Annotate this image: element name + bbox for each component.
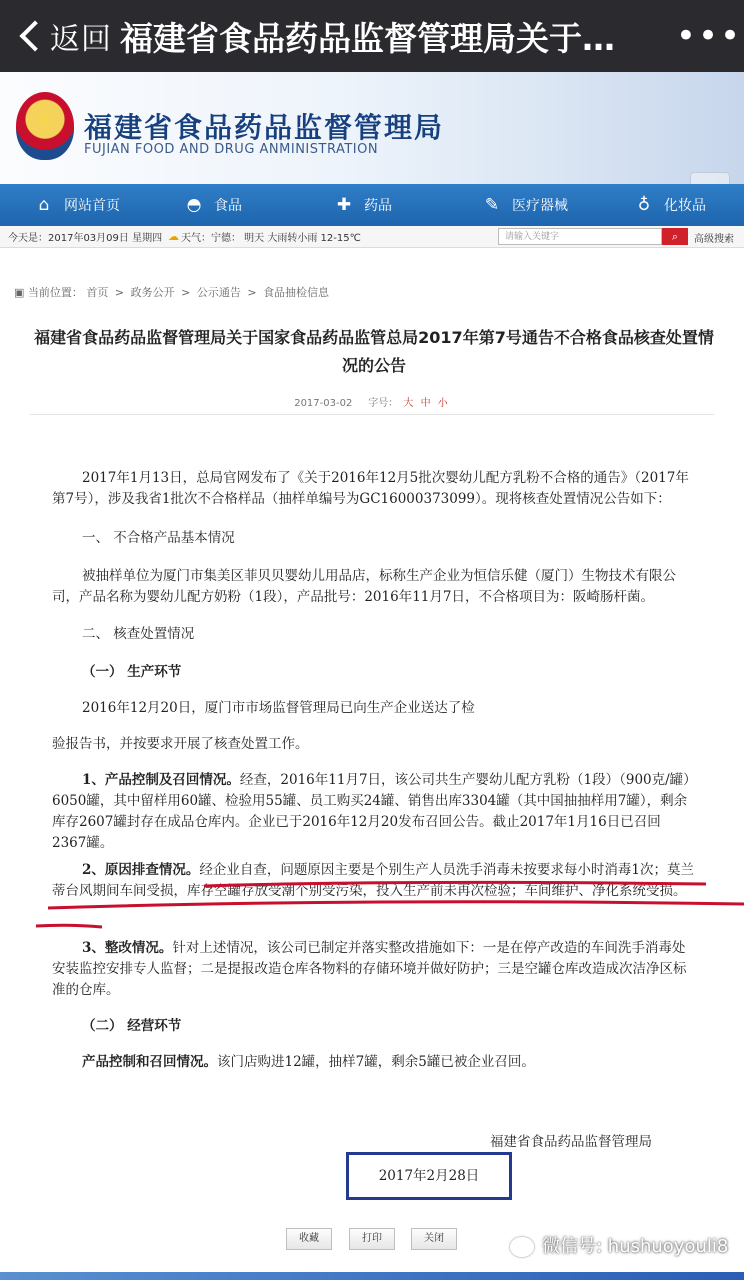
site-banner: [0, 72, 744, 184]
chevron-left-icon: [19, 20, 50, 51]
breadcrumb: [14, 284, 329, 300]
breadcrumb-separator: >: [181, 286, 191, 299]
article-container: [0, 248, 744, 1280]
nav-label: 药品: [364, 198, 392, 214]
paragraph-lead: 3、整改情况。: [82, 940, 173, 956]
nav-item-cosmetics[interactable]: [624, 184, 716, 226]
nav-item-medicine[interactable]: [324, 184, 402, 226]
site-name-cn: 福建省食品药品监督管理局: [84, 111, 445, 144]
paragraph: [52, 770, 694, 854]
subsection-heading: （一） 生产环节: [82, 664, 182, 680]
bottle-decoration: [690, 172, 730, 184]
font-size-label: 字号：: [368, 398, 399, 409]
font-size-large[interactable]: 大: [403, 398, 414, 409]
nav-item-home[interactable]: [24, 184, 130, 226]
nav-item-food[interactable]: [174, 184, 252, 226]
paragraph-lead: 2、原因排查情况。: [82, 862, 200, 878]
article-date: 2017-03-02: [294, 398, 353, 409]
site-name-en: FUJIAN FOOD AND DRUG ANMINISTRATION: [84, 142, 379, 157]
weather-icon: ☁: [168, 230, 179, 243]
signature: 福建省食品药品监督管理局: [490, 1134, 652, 1150]
paragraph-lead: 产品控制和召回情况。: [82, 1054, 217, 1070]
paragraph: [52, 1052, 694, 1073]
paragraph: 被抽样单位为厦门市集美区菲贝贝婴幼儿用品店，标称生产企业为恒信乐健（厦门）生物技术有限公司，产品名称为婴幼儿配方奶粉（1段），产品批号：2016年11月7日，不合格项目为：阪崎肠杆菌。: [52, 568, 676, 605]
close-button[interactable]: 关闭: [411, 1228, 457, 1250]
article-title: 福建省食品药品监督管理局关于国家食品药品监管总局2017年第7号通告不合格食品核查处置情况的公告: [34, 328, 714, 375]
top-bar: [0, 0, 744, 72]
emblem-logo: ★: [16, 92, 74, 160]
home-icon: ⌂: [38, 195, 50, 215]
page-title: 福建省食品药品监督管理局关于…: [120, 18, 615, 58]
section-heading: 二、 核查处置情况: [82, 626, 195, 642]
more-options-icon[interactable]: •••: [675, 16, 743, 56]
location-icon: ▣: [14, 286, 25, 299]
advanced-search-link[interactable]: 高级搜索: [694, 234, 734, 245]
paragraph-text: 针对上述情况，该公司已制定并落实整改措施如下：一是在停产改造的车间洗手消毒处安装监控安排专人监督；二是提报改造仓库各物料的存储环境并做好防护；三是空罐仓库改造成次洁净区标准的仓库。: [52, 940, 687, 998]
nav-label: 网站首页: [64, 198, 120, 214]
font-size-medium[interactable]: 中: [420, 398, 431, 409]
paragraph-lead: 1、产品控制及召回情况。: [82, 772, 240, 788]
info-bar: [0, 226, 744, 248]
paragraph-text: 经查，2016年11月7日，该公司共生产婴幼儿配方乳粉（1段）（900克/罐）6050罐，其中留样用60罐、检验用55罐、员工购买24罐、销售出库3304罐（其中国抽抽样用7罐），剩余库存2607罐封存在成品仓库内。企业已于2016年12月20发布召回公告。截止2017年1月16日已召回2367罐。: [52, 772, 690, 851]
back-button[interactable]: [0, 0, 120, 72]
paragraph: 验报告书，并按要求开展了核查处置工作。: [52, 736, 309, 752]
back-label: 返回: [50, 22, 112, 57]
nav-label: 医疗器械: [512, 198, 568, 214]
today-date: 今天是：2017年03月09日 星期四: [8, 233, 163, 244]
breadcrumb-prefix: 当前位置：: [27, 286, 83, 299]
divider: [30, 414, 714, 415]
paragraph: [52, 938, 694, 1001]
nav-label: 食品: [214, 198, 242, 214]
paragraph: 2017年1月13日，总局官网发布了《关于2016年12月5批次婴幼儿配方乳粉不合格的通告》（2017年第7号），涉及我省1批次不合格样品（抽样单编号为GC16000373099）。现将核查处置情况公告如下：: [52, 470, 689, 507]
bottom-strip: [0, 1272, 744, 1280]
search-button[interactable]: [662, 228, 688, 245]
paragraph-text: 经企业自查，问题原因主要是个别生产人员洗手消毒未按要求每小时消毒1次；莫兰蒂台风期间车间受损，库存空罐存放受潮个别受污染，投入生产前未再次检验；车间维护、净化系统受损。: [52, 862, 694, 899]
search-icon: ⌕: [671, 230, 679, 243]
nav-label: 化妆品: [664, 198, 706, 214]
food-icon: ◓: [186, 195, 202, 215]
weather-text: 天气：宁德： 明天 大雨转小雨 12-15℃: [181, 233, 361, 244]
section-heading: 一、 不合格产品基本情况: [82, 530, 235, 546]
signature-date: 2017年2月28日: [346, 1152, 512, 1200]
subsection-heading: （二） 经营环节: [82, 1018, 182, 1034]
breadcrumb-notices[interactable]: 公示通告: [196, 286, 241, 299]
breadcrumb-separator: >: [247, 286, 257, 299]
article-meta: [0, 394, 744, 409]
wechat-icon: [510, 1237, 534, 1257]
nav-item-medical-devices[interactable]: [472, 184, 578, 226]
cosmetics-icon: ♁: [637, 195, 651, 215]
font-size-small[interactable]: 小: [437, 398, 448, 409]
main-nav: [0, 184, 744, 226]
breadcrumb-food-inspection[interactable]: 食品抽检信息: [263, 286, 330, 299]
watermark: [510, 1232, 728, 1258]
breadcrumb-gov[interactable]: 政务公开: [130, 286, 175, 299]
breadcrumb-home[interactable]: 首页: [86, 286, 109, 299]
watermark-text: 微信号: hushuoyouli8: [542, 1236, 729, 1257]
collect-button[interactable]: 收藏: [286, 1228, 332, 1250]
paragraph: 2016年12月20日，厦门市市场监督管理局已向生产企业送达了检: [82, 700, 475, 716]
medicine-icon: ✚: [336, 195, 352, 215]
medical-device-icon: ✎: [484, 195, 500, 215]
paragraph-text: 该门店购进12罐，抽样7罐，剩余5罐已被企业召回。: [217, 1054, 535, 1070]
print-button[interactable]: 打印: [349, 1228, 395, 1250]
search-input[interactable]: 请输入关键字: [498, 228, 662, 245]
paragraph: [52, 860, 694, 902]
breadcrumb-separator: >: [114, 286, 125, 299]
